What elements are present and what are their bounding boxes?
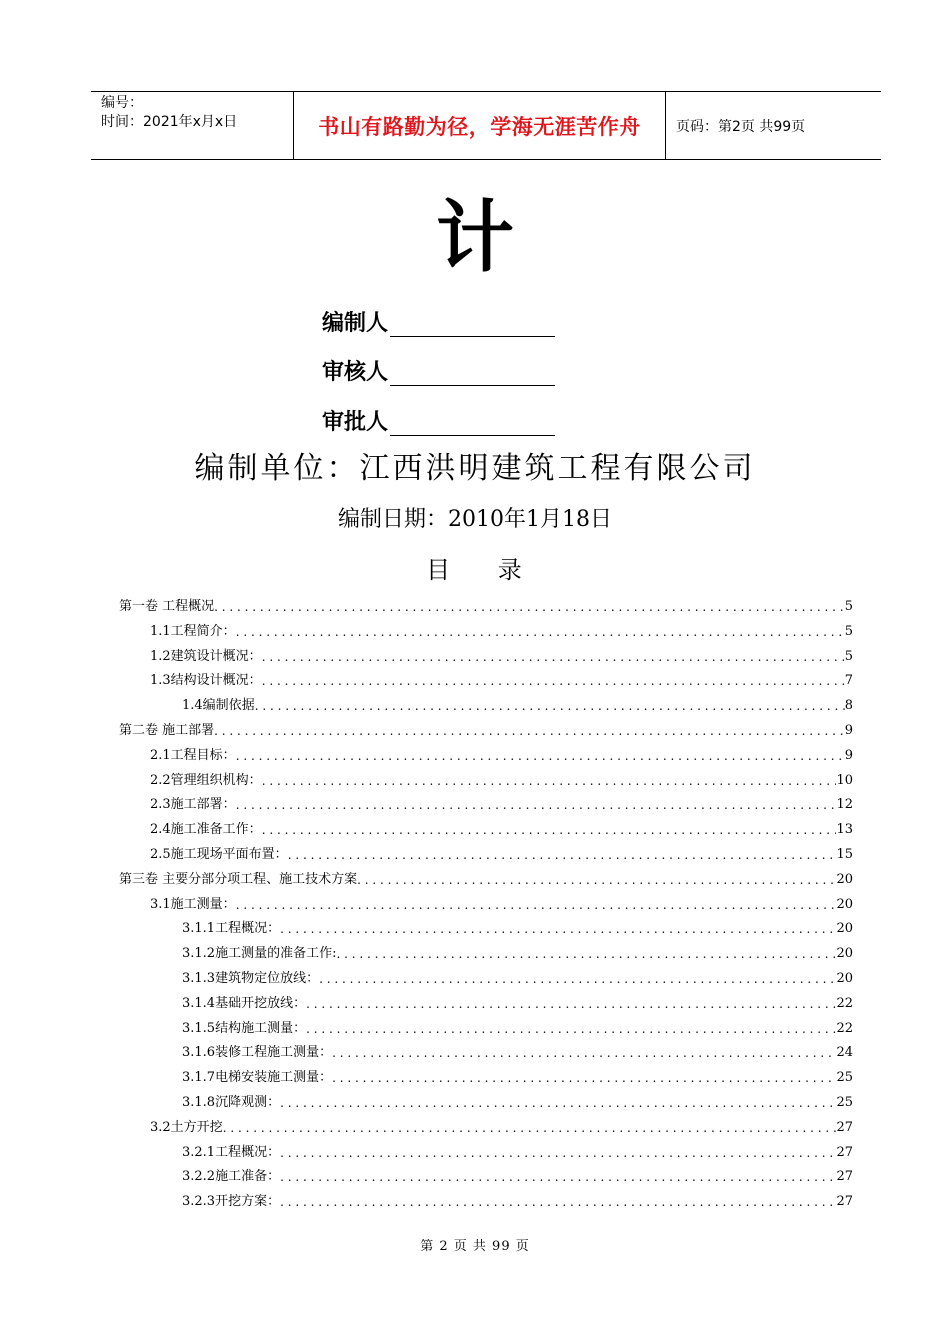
toc-leader-dots (262, 822, 837, 838)
toc-entry-page: 20 (836, 971, 853, 986)
toc-entry[interactable] (150, 742, 853, 764)
header-page-cell (666, 92, 881, 159)
toc-entry-title: 1.4编制依据 (182, 698, 255, 714)
toc-entry-title: 第二卷 施工部署 (119, 723, 215, 738)
signature-label: 审核人 (322, 360, 389, 385)
toc-entry[interactable] (150, 767, 853, 789)
toc-entry[interactable] (182, 940, 853, 962)
toc-entry[interactable] (119, 866, 853, 888)
compile-date: 编制日期：2010年1月18日 (338, 507, 612, 532)
toc-leader-dots (357, 872, 836, 888)
toc-entry-page: 27 (836, 1144, 853, 1160)
toc-leader-dots (336, 946, 836, 962)
toc-leader-dots (280, 1169, 836, 1185)
toc-entry-title: 2.1工程目标： (150, 747, 236, 763)
signature-approver (322, 405, 555, 435)
title-character: 计 (435, 193, 514, 283)
toc-entry[interactable] (182, 965, 853, 987)
toc-entry-title: 3.2土方开挖 (150, 1119, 223, 1135)
toc-entry-title: 3.2.1工程概况： (182, 1144, 281, 1160)
toc-leader-dots (288, 847, 837, 863)
toc-entry-page: 20 (836, 896, 853, 912)
signature-label: 审批人 (322, 410, 389, 435)
toc-leader-dots (236, 624, 845, 640)
toc-leader-dots (306, 1021, 836, 1037)
toc-leader-dots (280, 1145, 836, 1161)
toc-entry-page: 9 (844, 723, 853, 738)
toc-leader-dots (214, 723, 845, 739)
toc-entry-title: 1.1工程简介： (150, 623, 236, 639)
toc-entry-title: 第三卷 主要分部分项工程、施工技术方案 (119, 871, 358, 887)
toc-entry-title: 3.1施工测量： (150, 896, 236, 912)
toc-entry[interactable] (150, 618, 853, 640)
toc-leader-dots (280, 921, 836, 937)
toc-leader-dots (262, 673, 845, 689)
toc-leader-dots (280, 1095, 836, 1111)
toc-entry[interactable] (150, 841, 853, 863)
toc-entry-page: 24 (836, 1045, 853, 1061)
toc-entry-page: 27 (836, 1194, 853, 1210)
toc-entry[interactable] (182, 1089, 853, 1111)
signature-line (390, 361, 555, 386)
toc-entry-page: 10 (836, 772, 853, 788)
toc-title: 目 录 (426, 556, 542, 584)
toc-entry-page: 15 (836, 847, 853, 862)
toc-entry-title: 3.1.4基础开挖放线： (182, 995, 307, 1011)
toc-entry[interactable] (150, 667, 853, 689)
toc-entry-title: 1.2建筑设计概况： (150, 648, 262, 664)
toc-entry-page: 8 (844, 698, 853, 714)
toc-leader-dots (262, 773, 837, 789)
toc-entry-page: 7 (844, 673, 853, 689)
toc-entry-page: 27 (836, 1169, 853, 1185)
toc-entry-page: 22 (836, 1020, 853, 1036)
toc-entry-page: 27 (836, 1119, 853, 1135)
toc-leader-dots (236, 897, 837, 913)
toc-entry[interactable] (182, 1064, 853, 1086)
toc-entry-title: 3.1.6装修工程施工测量： (182, 1045, 333, 1061)
toc-entry[interactable] (182, 1163, 853, 1185)
toc-leader-dots (332, 1070, 836, 1086)
toc-entry[interactable] (150, 816, 853, 838)
organization: 编制单位：江西洪明建筑工程有限公司 (194, 451, 756, 486)
toc-leader-dots (223, 1120, 837, 1136)
toc-leader-dots (319, 971, 836, 987)
toc-entry-page: 22 (836, 995, 853, 1011)
motto-text: 书山有路勤为径，学海无涯苦作舟 (318, 114, 641, 139)
toc-entry[interactable] (182, 1015, 853, 1037)
toc-entry-page: 12 (836, 797, 853, 813)
toc-entry-page: 20 (836, 946, 853, 962)
toc-leader-dots (214, 599, 845, 615)
toc-entry[interactable] (182, 1039, 853, 1061)
toc-entry-title: 2.3施工部署： (150, 797, 236, 813)
document-header (91, 91, 881, 160)
toc-entry-title: 2.4施工准备工作： (150, 822, 262, 838)
toc-entry[interactable] (182, 692, 853, 714)
toc-entry-title: 3.2.3开挖方案： (182, 1194, 281, 1210)
toc-entry-page: 20 (836, 921, 853, 937)
header-meta-cell (91, 92, 293, 159)
toc-entry[interactable] (182, 1139, 853, 1161)
toc-entry[interactable] (119, 593, 853, 615)
toc-entry-page: 5 (844, 623, 853, 639)
toc-leader-dots (236, 748, 845, 764)
toc-entry-page: 5 (844, 599, 853, 614)
signature-line (390, 312, 555, 337)
toc-entry-title: 2.2管理组织机构： (150, 772, 262, 788)
toc-entry-title: 1.3结构设计概况： (150, 673, 262, 689)
toc-entry-title: 3.1.8沉降观测： (182, 1095, 281, 1110)
toc-entry[interactable] (182, 1188, 853, 1210)
toc-entry-title: 3.2.2施工准备： (182, 1169, 281, 1185)
toc-entry[interactable] (150, 1114, 853, 1136)
signature-compiler (322, 306, 555, 336)
toc-entry[interactable] (119, 717, 853, 739)
toc-entry-page: 25 (836, 1070, 853, 1086)
toc-entry[interactable] (150, 643, 853, 665)
signature-label: 编制人 (322, 311, 389, 336)
toc-entry-title: 3.1.7电梯安装施工测量： (182, 1070, 333, 1086)
toc-entry-title: 3.1.2施工测量的准备工作: (182, 946, 337, 962)
header-motto-cell (293, 92, 666, 159)
toc-entry-page: 20 (836, 871, 853, 887)
page-code: 页码：第2页 共99页 (676, 118, 806, 135)
signature-line (390, 411, 555, 436)
time-label: 时间：2021年x月x日 (101, 114, 238, 130)
toc-leader-dots (280, 1194, 836, 1210)
toc-entry-title: 3.1.3建筑物定位放线： (182, 971, 320, 986)
toc-entry[interactable] (150, 791, 853, 813)
toc-entry-title: 2.5施工现场平面布置： (150, 847, 288, 862)
toc-leader-dots (332, 1045, 836, 1061)
toc-entry-title: 3.1.1工程概况： (182, 921, 281, 937)
number-label: 编号： (101, 95, 143, 111)
toc-entry[interactable] (150, 891, 853, 913)
toc-leader-dots (255, 698, 845, 714)
toc-entry-page: 13 (836, 822, 853, 838)
toc-leader-dots (262, 649, 845, 665)
toc-leader-dots (306, 996, 836, 1012)
toc-entry[interactable] (182, 990, 853, 1012)
toc-entry-page: 5 (844, 648, 853, 664)
toc-leader-dots (236, 797, 837, 813)
toc-entry-page: 25 (836, 1095, 853, 1110)
toc-entry-title: 3.1.5结构施工测量： (182, 1020, 307, 1036)
toc-entry-title: 第一卷 工程概况 (119, 599, 215, 614)
toc-entry[interactable] (182, 915, 853, 937)
page-footer: 第 2 页 共 99 页 (420, 1239, 530, 1254)
toc-entry-page: 9 (844, 747, 853, 763)
signature-reviewer (322, 355, 555, 385)
